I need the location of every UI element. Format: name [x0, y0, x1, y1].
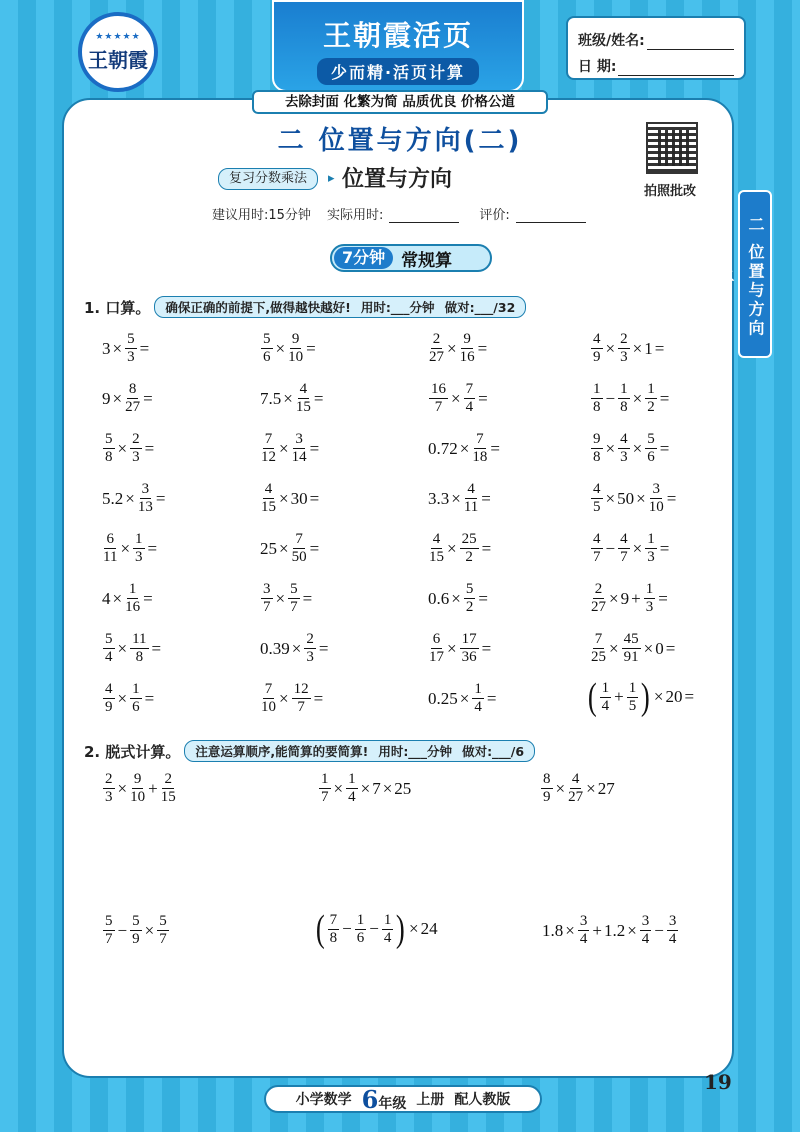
- problem: 0.39 × $\frac{2}{3}$ =: [260, 631, 329, 665]
- problem: $\frac{4}{9}$ × $\frac{2}{3}$ × 1 =: [593, 331, 665, 365]
- problem: $\frac{9}{8}$ × $\frac{4}{3}$ × $\frac{5}{6}$ =: [593, 431, 670, 465]
- footer-grade-label: 年级: [378, 1095, 407, 1112]
- problem: 25 × $\frac{7}{50}$ =: [260, 531, 320, 565]
- problem: $\frac{7}{10}$ × $\frac{12}{7}$ =: [261, 681, 324, 715]
- student-info-box: [566, 16, 746, 80]
- problem: 1.8 × $\frac{3}{4}$ + 1.2 × $\frac{3}{4}$ − $\frac{3}{4}$: [542, 913, 677, 947]
- q1-note-box: [154, 296, 526, 318]
- section-minutes: 7分钟: [334, 247, 393, 269]
- section-pill: [330, 244, 492, 272]
- problem: $\frac{3}{7}$ × $\frac{5}{7}$ =: [263, 581, 313, 615]
- problem: 0.25 × $\frac{1}{4}$ =: [428, 681, 497, 715]
- problem: $\frac{7}{12}$ × $\frac{3}{14}$ =: [261, 431, 320, 465]
- problem: $\frac{2}{27}$ × $\frac{9}{16}$ =: [429, 331, 488, 365]
- problem: $\frac{4}{7}$ − $\frac{4}{7}$ × $\frac{1}{3}$ =: [593, 531, 670, 565]
- q2-header: [84, 740, 535, 762]
- q1-note: 确保正确的前提下,做得越快越好!: [165, 300, 351, 315]
- problem: 3 × $\frac{5}{3}$ =: [102, 331, 150, 365]
- actual-time-label: 实际用时:: [326, 208, 384, 223]
- class-name-field[interactable]: [647, 34, 734, 50]
- section-title: 常规算: [401, 250, 453, 271]
- problem: 4 × $\frac{1}{16}$ =: [102, 581, 153, 615]
- page-number: 19: [704, 1070, 732, 1094]
- problem: $\frac{6}{11}$ × $\frac{1}{3}$ =: [103, 531, 158, 565]
- problem: 9 × $\frac{8}{27}$ =: [102, 381, 153, 415]
- problem: $\frac{2}{3}$ × $\frac{9}{10}$ + $\frac{2}{15}$: [105, 771, 176, 805]
- brand-subtitle: 少而精·活页计算: [317, 58, 479, 85]
- star-icon: ★★★★★: [95, 31, 141, 42]
- q1-header: [84, 296, 526, 318]
- footer-edition: 配人教版: [454, 1092, 511, 1108]
- q2-note-box: [184, 740, 535, 762]
- q1-score: 做对:___/32: [444, 300, 516, 315]
- footer-label: [264, 1085, 542, 1113]
- problem: $\frac{1}{7}$ × $\frac{1}{4}$ × 7 × 25: [321, 771, 412, 805]
- qr-label: 拍照批改: [644, 184, 697, 199]
- problem: $\frac{7}{25}$ × $\frac{45}{91}$ × 0 =: [591, 631, 676, 665]
- review-topic: 位置与方向: [342, 167, 453, 192]
- problem: ( $\frac{1}{4}$ + $\frac{1}{5}$ ) × 20 =: [587, 676, 695, 718]
- brand-panel: [272, 0, 524, 92]
- problem: $\frac{4}{9}$ × $\frac{1}{6}$ =: [105, 681, 155, 715]
- problem: 0.6 × $\frac{5}{2}$ =: [428, 581, 488, 615]
- class-name-label: 班级/姓名:: [578, 33, 645, 49]
- problem: $\frac{6}{17}$ × $\frac{17}{36}$ =: [429, 631, 492, 665]
- problem: $\frac{1}{8}$ − $\frac{1}{8}$ × $\frac{1}{2}$ =: [593, 381, 670, 415]
- qr-code-icon[interactable]: [646, 122, 698, 174]
- problem: $\frac{2}{27}$ × 9 + $\frac{1}{3}$ =: [591, 581, 668, 615]
- suggested-time: 建议用时:15分钟: [212, 208, 311, 223]
- problem: $\frac{4}{5}$ × 50 × $\frac{3}{10}$ =: [593, 481, 677, 515]
- score-label: 评价:: [479, 208, 510, 223]
- q2-score: 做对:___/6: [462, 744, 525, 759]
- problem: $\frac{4}{15}$ × $\frac{25}{2}$ =: [429, 531, 492, 565]
- footer-grade-number: 6: [361, 1084, 379, 1114]
- actual-time-field[interactable]: [389, 209, 459, 223]
- problem: ( $\frac{7}{8}$ − $\frac{1}{6}$ − $\frac{1}{4}$ ) × 24: [315, 908, 438, 950]
- problem: 3.3 × $\frac{4}{11}$ =: [428, 481, 491, 515]
- problem: $\frac{5}{4}$ × $\frac{11}{8}$ =: [105, 631, 162, 665]
- problem: 7.5 × $\frac{4}{15}$ =: [260, 381, 324, 415]
- date-field[interactable]: [618, 60, 734, 76]
- problem: $\frac{5}{7}$ − $\frac{5}{9}$ × $\frac{5}{7}$: [105, 913, 167, 947]
- problem: 0.72 × $\frac{7}{18}$ =: [428, 431, 500, 465]
- brand-title: 王朝霞活页: [322, 19, 473, 52]
- problem: $\frac{16}{7}$ × $\frac{7}{4}$ =: [431, 381, 488, 415]
- brand-logo: [78, 12, 158, 92]
- q1-label: 1. 口算。: [84, 298, 151, 317]
- date-label: 日 期:: [578, 59, 617, 75]
- problem: $\frac{5}{6}$ × $\frac{9}{10}$ =: [263, 331, 316, 365]
- side-tab: 二 位置与方向(二): [738, 190, 772, 358]
- problem: $\frac{8}{9}$ × $\frac{4}{27}$ × 27: [543, 771, 615, 805]
- logo-text: 王朝霞: [88, 47, 148, 72]
- q2-note: 注意运算顺序,能简算的要简算!: [195, 744, 369, 759]
- timing-row: [212, 204, 586, 223]
- q1-time: 用时:___分钟: [360, 300, 435, 315]
- footer-volume: 上册: [416, 1092, 445, 1108]
- footer-subject: 小学数学: [295, 1092, 352, 1108]
- arrow-right-icon: ▸: [328, 171, 335, 186]
- unit-title: 二 位置与方向(二): [277, 126, 523, 156]
- review-tag: 复习分数乘法: [218, 168, 318, 190]
- q2-time: 用时:___分钟: [378, 744, 453, 759]
- q2-label: 2. 脱式计算。: [84, 742, 181, 761]
- problem: $\frac{5}{8}$ × $\frac{2}{3}$ =: [105, 431, 155, 465]
- problem: $\frac{4}{15}$ × 30 =: [261, 481, 320, 515]
- score-field[interactable]: [516, 209, 586, 223]
- slogan: 去除封面 化繁为简 品质优良 价格公道: [252, 90, 548, 114]
- problem: 5.2 × $\frac{3}{13}$ =: [102, 481, 166, 515]
